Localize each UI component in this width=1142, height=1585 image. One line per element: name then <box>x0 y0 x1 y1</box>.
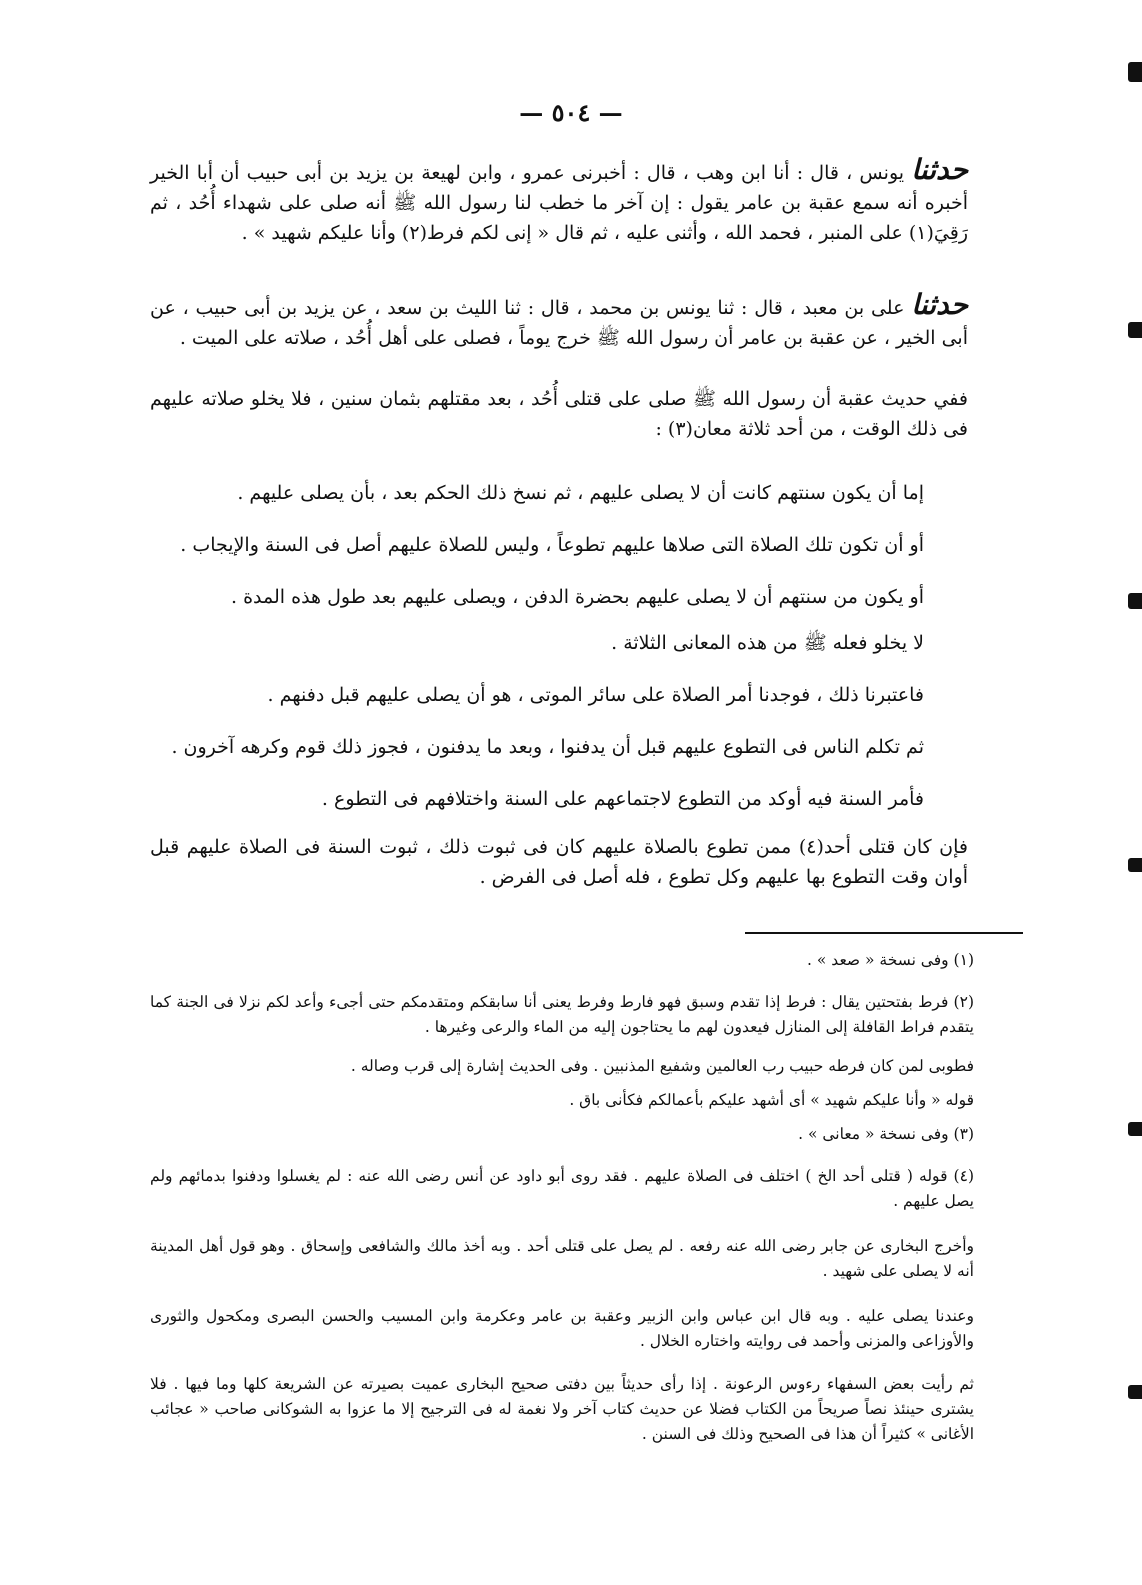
discussion-paragraph <box>150 530 968 560</box>
discussion-paragraph <box>150 732 968 762</box>
hadith-paragraph <box>150 290 968 353</box>
discussion-text: لا يخلو فعله ﷺ من هذه المعانى الثلاثة . <box>611 632 924 654</box>
discussion-text: فاعتبرنا ذلك ، فوجدنا أمر الصلاة على سائر الموتى ، هو أن يصلى عليهم قبل دفنهم . <box>267 684 924 706</box>
footnote <box>150 1164 1008 1214</box>
margin-mark <box>1128 858 1142 872</box>
footnote <box>150 1372 1008 1447</box>
discussion-text: أو أن تكون تلك الصلاة التى صلاها عليهم تطوعاً ، وليس للصلاة عليهم أصل فى السنة والإيجاب . <box>180 534 924 556</box>
margin-mark <box>1128 1385 1142 1399</box>
footnote-text: (٣) وفى نسخة « معانى » . <box>798 1125 974 1143</box>
hadith-lead-word: حدثنا <box>911 153 968 186</box>
footnote-text: وأخرج البخارى عن جابر رضى الله عنه رفعه . لم يصل على قتلى أحد . وبه أخذ مالك والشافعى وإسحاق . وهو قول أهل المدينة أنه لا يصلى على شهيد . <box>150 1237 974 1280</box>
margin-mark <box>1128 322 1142 338</box>
discussion-paragraph <box>150 680 968 710</box>
discussion-paragraph <box>150 784 968 814</box>
footnote-divider <box>745 932 1023 934</box>
footnote <box>150 1122 1008 1147</box>
discussion-text: أو يكون من سنتهم أن لا يصلى عليهم بحضرة الدفن ، ويصلى عليهم بعد طول هذه المدة . <box>231 586 924 608</box>
hadith-text: على بن معبد ، قال : ثنا يونس بن محمد ، قال : ثنا الليث بن سعد ، عن يزيد بن أبى حبيب ، عن أبى الخير ، عن عقبة بن عامر أن رسول الله ﷺ خرج يوماً ، فصلى على أهل أُحُد ، صلاته على الميت . <box>150 297 968 349</box>
footnote-text: ثم رأيت بعض السفهاء رءوس الرعونة . إذا رأى حديثاً بين دفتى صحيح البخارى عميت بصيرته عن الشريعة كلها وما فيها . فلا يشترى حينئذ نصاً صريحاً من الكتاب فضلا عن حديث كتاب آخر ولا نغمة له فى الترجيح إلا ما عزوا به الشوكانى صاحب « عجائب الأغانى » كثيراً أن هذا فى الصحيح وذلك فى السنن . <box>150 1375 974 1443</box>
discussion-text: ثم تكلم الناس فى التطوع عليهم قبل أن يدفنوا ، وبعد ما يدفنون ، فجوز ذلك قوم وكرهه آخرون . <box>171 736 924 758</box>
discussion-text: ففي حديث عقبة أن رسول الله ﷺ صلى على قتلى أُحُد ، بعد مقتلهم بثمان سنين ، فلا يخلو صلاته عليهم فى ذلك الوقت ، من أحد ثلاثة معان(٣) : <box>150 388 968 440</box>
page-number: — ٥٠٤ — <box>519 98 623 127</box>
footnote-text: قوله « وأنا عليكم شهيد » أى أشهد عليكم بأعمالكم فكأنى باق . <box>569 1091 974 1109</box>
hadith-text: يونس ، قال : أنا ابن وهب ، قال : أخبرنى عمرو ، وابن لهيعة بن يزيد بن أبى حبيب أن أبا الخير أخبره أنه سمع عقبة بن عامر يقول : إن آخر ما خطب لنا رسول الله ﷺ أنه صلى على شهداء أُحُد ، ثم رَقِيَ(١) على المنبر ، فحمد الله ، وأثنى عليه ، ثم قال « إنى لكم فرط(٢) وأنا عليكم شهيد » . <box>150 162 968 244</box>
margin-mark <box>1128 593 1142 609</box>
discussion-text: فأمر السنة فيه أوكد من التطوع لاجتماعهم على السنة واختلافهم فى التطوع . <box>321 788 924 810</box>
footnote-text: (٤) قوله ( قتلى أحد الخ ) اختلف فى الصلاة عليهم . فقد روى أبو داود عن أنس رضى الله عنه : لم يغسلوا ودفنوا بدمائهم ولم يصل عليهم . <box>150 1167 974 1210</box>
footnote <box>150 1304 1008 1354</box>
footnote <box>150 1234 1008 1284</box>
discussion-text: فإن كان قتلى أحد(٤) ممن تطوع بالصلاة عليهم كان فى ثبوت ذلك ، ثبوت السنة فى الصلاة عليهم قبل أوان وقت التطوع بها عليهم وكل تطوع ، فله أصل فى الفرض . <box>150 836 969 888</box>
discussion-paragraph <box>150 582 968 612</box>
footnote <box>150 948 1008 973</box>
footnote <box>150 1088 1008 1113</box>
footnote-text: (٢) فرط بفتحتين يقال : فرط إذا تقدم وسبق فهو فارط وفرط يعنى أنا سابقكم ومتقدمكم حتى أجىء وأعد لكم نزلا فى الجنة كما يتقدم فراط القافلة إلى المنازل فيعدون لهم ما يحتاجون إليه من الماء والرعى وغيرها . <box>150 993 974 1036</box>
footnote <box>150 1054 1008 1079</box>
discussion-paragraph <box>150 478 968 508</box>
margin-mark <box>1128 1122 1142 1136</box>
footnote-text: (١) وفى نسخة « صعد » . <box>807 951 974 969</box>
footnote <box>150 990 1008 1040</box>
hadith-paragraph <box>150 155 968 248</box>
discussion-text: إما أن يكون سنتهم كانت أن لا يصلى عليهم ، ثم نسخ ذلك الحكم بعد ، بأن يصلى عليهم . <box>237 482 924 504</box>
discussion-paragraph <box>150 384 968 444</box>
hadith-lead-word: حدثنا <box>911 288 968 321</box>
discussion-paragraph <box>150 628 968 658</box>
footnote-text: فطوبى لمن كان فرطه حبيب رب العالمين وشفيع المذنبين . وفى الحديث إشارة إلى قرب وصاله . <box>350 1057 974 1075</box>
margin-mark <box>1128 62 1142 82</box>
footnote-text: وعندنا يصلى عليه . وبه قال ابن عباس وابن الزبير وعقبة بن عامر وعكرمة وابن المسيب والحسن البصرى ومكحول والثورى والأوزاعى والمزنى وأحمد فى روايته واختاره الخلال . <box>150 1307 974 1350</box>
discussion-paragraph <box>150 832 968 892</box>
